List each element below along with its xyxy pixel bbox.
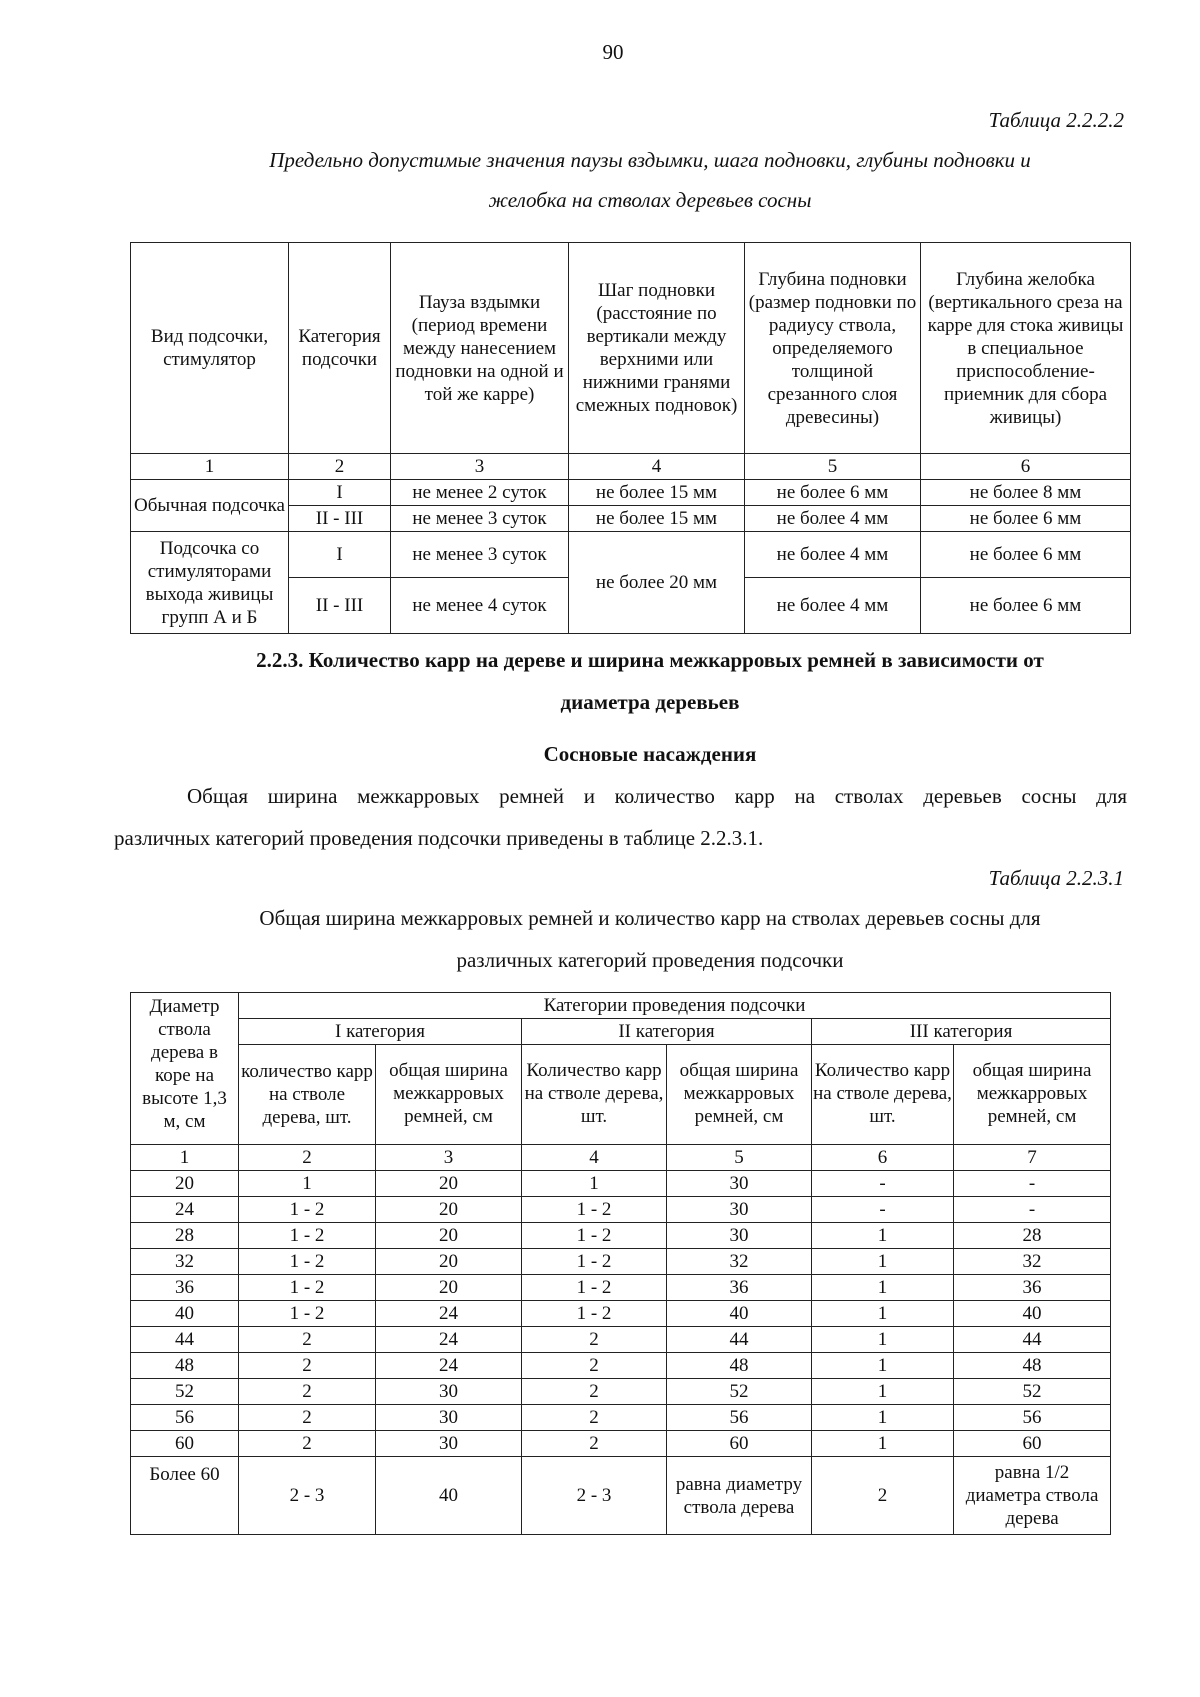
table-cell: 60: [954, 1431, 1111, 1457]
column-number: 1: [131, 1145, 239, 1171]
table-cell: 1: [812, 1275, 954, 1301]
table-cell: не менее 2 суток: [391, 480, 569, 506]
table-cell: 30: [376, 1431, 522, 1457]
table-cell: -: [812, 1171, 954, 1197]
table-cell: 2 - 3: [522, 1457, 667, 1535]
table-cell: 2: [239, 1327, 376, 1353]
table2-title-line2: различных категорий проведения подсочки: [456, 948, 844, 972]
paragraph-line1: Общая ширина межкарровых ремней и количество карр на стволах деревьев сосны для: [187, 784, 1127, 808]
table-cell: 32: [131, 1249, 239, 1275]
table-cell: 48: [131, 1353, 239, 1379]
column-number: 6: [812, 1145, 954, 1171]
table-cell: 40: [667, 1301, 812, 1327]
table-cell: 24: [376, 1327, 522, 1353]
table-cell: 2: [522, 1327, 667, 1353]
table-cell: 1: [239, 1171, 376, 1197]
table-cell: -: [954, 1197, 1111, 1223]
paragraph-line2: различных категорий проведения подсочки приведены в таблице 2.2.3.1.: [114, 826, 764, 850]
table-cell: 36: [131, 1275, 239, 1301]
table-cell: II - III: [289, 506, 391, 532]
sub-header-cell: общая ширина межкарровых ремней, см: [667, 1045, 812, 1145]
table1-header-cell: Глубина подновки (размер подновки по радиусу ствола, определяемого толщиной срезанного слоя древесины): [745, 243, 921, 454]
table-cell: 52: [954, 1379, 1111, 1405]
table-cell: 1 - 2: [239, 1301, 376, 1327]
table-cell: -: [812, 1197, 954, 1223]
section-subheading: Сосновые насаждения: [543, 742, 757, 766]
table-cell: 1: [812, 1223, 954, 1249]
table-cell: равна диаметру ствола дерева: [667, 1457, 812, 1535]
table-cell: 1 - 2: [239, 1223, 376, 1249]
table-cell: 36: [667, 1275, 812, 1301]
category-header: I категория: [239, 1019, 522, 1045]
table-row: [131, 1301, 1111, 1327]
table-cell: 24: [376, 1353, 522, 1379]
table-cell: 1 - 2: [239, 1249, 376, 1275]
group-name-cell: Подсочка со стимуляторами выхода живицы групп А и Б: [131, 532, 289, 634]
table1-title-line2: желобка на стволах деревьев сосны: [488, 188, 812, 212]
table-cell: равна 1/2 диаметра ствола дерева: [954, 1457, 1111, 1535]
table-cell: 52: [667, 1379, 812, 1405]
table-cell: 1 - 2: [522, 1275, 667, 1301]
table-row: [131, 1405, 1111, 1431]
table-cell: 44: [954, 1327, 1111, 1353]
shared-step-cell: не более 20 мм: [569, 532, 745, 634]
table-row: [131, 1379, 1111, 1405]
column-number: 5: [667, 1145, 812, 1171]
table-cell: не более 6 мм: [921, 532, 1131, 578]
table-cell: 60: [667, 1431, 812, 1457]
table1-title-line1: Предельно допустимые значения паузы вздымки, шага подновки, глубины подновки и: [269, 148, 1031, 172]
table-cell: 2 - 3: [239, 1457, 376, 1535]
table1-label: Таблица 2.2.2.2: [988, 108, 1124, 132]
table1-header-row: [131, 243, 1131, 454]
table-cell: 2: [522, 1431, 667, 1457]
column-number: 6: [921, 454, 1131, 480]
table-cell: 2: [239, 1379, 376, 1405]
table-cell: не более 4 мм: [745, 578, 921, 634]
page-number: 90: [602, 40, 624, 64]
table-cell: не менее 4 суток: [391, 578, 569, 634]
table-cell: 20: [131, 1171, 239, 1197]
table-row: [131, 1457, 1111, 1535]
table-cell: 1: [812, 1327, 954, 1353]
table-cell: I: [289, 532, 391, 578]
column-number: 2: [289, 454, 391, 480]
table1-number-row: [131, 454, 1131, 480]
table-cell: 2: [812, 1457, 954, 1535]
table1-header-cell: Вид подсочки, стимулятор: [131, 243, 289, 454]
group-name-cell: Обычная подсочка: [131, 480, 289, 532]
table-cell: 30: [667, 1197, 812, 1223]
table-cell: не более 4 мм: [745, 532, 921, 578]
table2-title-line1: Общая ширина межкарровых ремней и количество карр на стволах деревьев сосны для: [259, 906, 1041, 930]
sub-header-cell: количество карр на стволе дерева, шт.: [239, 1045, 376, 1145]
table2-body: [131, 1171, 1111, 1457]
table-row: [131, 1171, 1111, 1197]
column-number: 2: [239, 1145, 376, 1171]
sub-header-cell: общая ширина межкарровых ремней, см: [954, 1045, 1111, 1145]
table-cell: -: [954, 1171, 1111, 1197]
category-header: II категория: [522, 1019, 812, 1045]
table-cell: 44: [667, 1327, 812, 1353]
table-row: [131, 1223, 1111, 1249]
table-cell: 20: [376, 1223, 522, 1249]
table-cell: 32: [954, 1249, 1111, 1275]
table-row: [131, 1275, 1111, 1301]
table1-header-cell: Глубина желобка (вертикального среза на карре для стока живицы в специальное приспособление-приемник для сбора живицы): [921, 243, 1131, 454]
sub-header-cell: Количество карр на стволе дерева, шт.: [522, 1045, 667, 1145]
category-header: III категория: [812, 1019, 1111, 1045]
table-cell: 40: [376, 1457, 522, 1535]
table-cell: 28: [954, 1223, 1111, 1249]
table-cell: 56: [954, 1405, 1111, 1431]
table-cell: 20: [376, 1171, 522, 1197]
column-number: 4: [569, 454, 745, 480]
table-cell: 20: [376, 1249, 522, 1275]
table-cell: не более 15 мм: [569, 480, 745, 506]
table-row: [131, 1249, 1111, 1275]
table-cell: 40: [131, 1301, 239, 1327]
table-cell: 30: [667, 1223, 812, 1249]
table-cell: 1: [812, 1353, 954, 1379]
table-cell: 1 - 2: [522, 1249, 667, 1275]
table2-label: Таблица 2.2.3.1: [988, 866, 1124, 890]
table-cell: 20: [376, 1197, 522, 1223]
table-cell: 30: [376, 1405, 522, 1431]
table-cell: 24: [131, 1197, 239, 1223]
table-cell: 1 - 2: [522, 1197, 667, 1223]
table-cell: 52: [131, 1379, 239, 1405]
table1-header-cell: Пауза вздымки (период времени между нанесением подновки на одной и той же карре): [391, 243, 569, 454]
table-cell: 30: [376, 1379, 522, 1405]
table-cell: не более 6 мм: [921, 506, 1131, 532]
section-heading-line1: 2.2.3. Количество карр на дереве и ширина межкарровых ремней в зависимости от: [256, 648, 1044, 672]
table-cell: 40: [954, 1301, 1111, 1327]
column-number: 7: [954, 1145, 1111, 1171]
table-cell: 1: [812, 1249, 954, 1275]
table-cell: 2: [239, 1431, 376, 1457]
table-cell: 1: [522, 1171, 667, 1197]
table2-header-row: [131, 993, 1111, 1019]
table-cell: 1: [812, 1405, 954, 1431]
table-row: [131, 532, 1131, 578]
sub-header-cell: общая ширина межкарровых ремней, см: [376, 1045, 522, 1145]
table2-subheader-row: [131, 1045, 1111, 1145]
table-cell: не более 4 мм: [745, 506, 921, 532]
table-cell: 48: [667, 1353, 812, 1379]
table-cell: 56: [131, 1405, 239, 1431]
table-cell: Более 60: [131, 1457, 239, 1535]
column-number: 3: [391, 454, 569, 480]
width-table: [130, 992, 1111, 1535]
table-cell: 2: [239, 1405, 376, 1431]
table-cell: 2: [522, 1379, 667, 1405]
table-row: [131, 1197, 1111, 1223]
table-cell: 2: [239, 1353, 376, 1379]
table-cell: не более 15 мм: [569, 506, 745, 532]
column-number: 5: [745, 454, 921, 480]
table-row: [131, 1431, 1111, 1457]
table-cell: 2: [522, 1405, 667, 1431]
diameter-header: Диаметр ствола дерева в коре на высоте 1,3 м, см: [131, 993, 239, 1145]
sub-header-cell: Количество карр на стволе дерева, шт.: [812, 1045, 954, 1145]
categories-header: Категории проведения подсочки: [239, 993, 1111, 1019]
table-row: [131, 1353, 1111, 1379]
column-number: 4: [522, 1145, 667, 1171]
table-cell: 48: [954, 1353, 1111, 1379]
table-cell: не более 6 мм: [745, 480, 921, 506]
table-row: [131, 480, 1131, 506]
table-cell: 1: [812, 1431, 954, 1457]
table-cell: не менее 3 суток: [391, 506, 569, 532]
table-cell: II - III: [289, 578, 391, 634]
table-cell: 36: [954, 1275, 1111, 1301]
table-row: [131, 1327, 1111, 1353]
table-cell: 30: [667, 1171, 812, 1197]
column-number: 1: [131, 454, 289, 480]
table-cell: 32: [667, 1249, 812, 1275]
table-cell: 44: [131, 1327, 239, 1353]
table-cell: 1: [812, 1301, 954, 1327]
table1-header-cell: Категория подсочки: [289, 243, 391, 454]
table-cell: 1 - 2: [239, 1197, 376, 1223]
table-cell: 56: [667, 1405, 812, 1431]
table-cell: 24: [376, 1301, 522, 1327]
table2-category-row: [131, 1019, 1111, 1045]
table-cell: не более 8 мм: [921, 480, 1131, 506]
table-cell: 1 - 2: [522, 1301, 667, 1327]
table-cell: 60: [131, 1431, 239, 1457]
table-cell: не более 6 мм: [921, 578, 1131, 634]
section-heading-line2: диаметра деревьев: [560, 690, 740, 714]
table1-header-cell: Шаг подновки (расстояние по вертикали между верхними или нижними гранями смежных подновок): [569, 243, 745, 454]
table-cell: 1 - 2: [239, 1275, 376, 1301]
column-number: 3: [376, 1145, 522, 1171]
table-cell: 1: [812, 1379, 954, 1405]
table-cell: 2: [522, 1353, 667, 1379]
table-cell: не менее 3 суток: [391, 532, 569, 578]
table2-number-row: [131, 1145, 1111, 1171]
table-cell: 28: [131, 1223, 239, 1249]
table-cell: 1 - 2: [522, 1223, 667, 1249]
table-cell: I: [289, 480, 391, 506]
limits-table: [130, 242, 1131, 634]
table-cell: 20: [376, 1275, 522, 1301]
